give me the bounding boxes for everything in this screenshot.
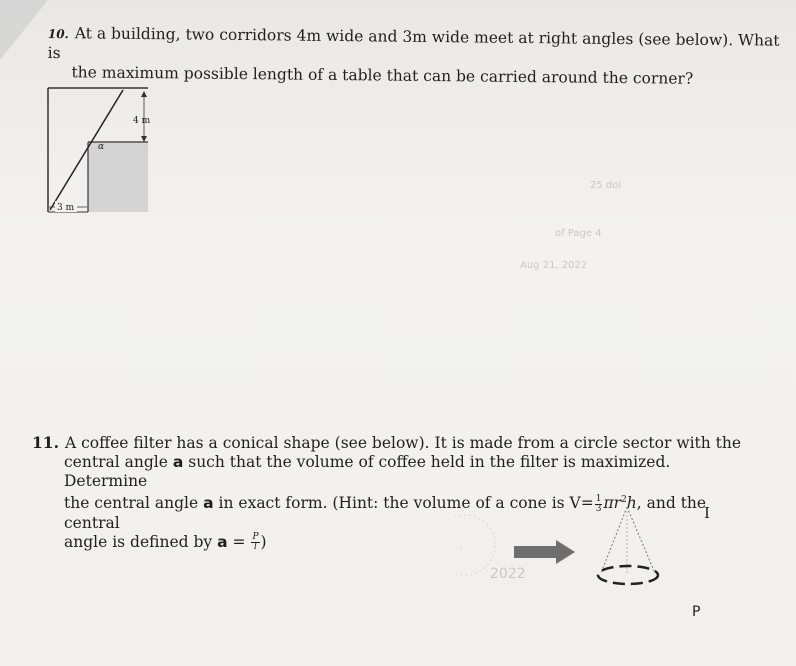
cone-right-edge <box>627 507 655 573</box>
question-11-line-4a: angle is defined by <box>64 532 213 551</box>
formula-h: h <box>626 494 637 513</box>
cone-base-ellipse <box>598 566 658 584</box>
text-cursor-mark: I <box>704 504 710 522</box>
label-3m: 3 m <box>57 203 75 213</box>
question-11-number: 11. <box>32 433 59 452</box>
question-11-line-2b: such that the volume of coffee held in the filter is maximized. Determine <box>64 453 671 490</box>
formula-pi-r: πr <box>603 494 622 513</box>
question-10-line-2: the maximum possible length of a table that can be carried around the corner? <box>71 63 694 88</box>
closing-paren: ) <box>260 532 267 551</box>
one-third-fraction: $\frac{1}{3}$ <box>595 493 602 514</box>
label-4m: 4 m <box>133 116 151 126</box>
cone-left-edge <box>601 507 627 573</box>
question-11-line-1: A coffee filter has a conical shape (see below). It is made from a circle sector with the <box>64 434 742 452</box>
page-corner-fold <box>0 0 48 60</box>
bleed-through-text: 2022 <box>490 566 526 582</box>
question-10-line-1: At a building, two corridors 4m wide and 3m wide meet at right angles (see below). What is <box>47 24 780 63</box>
corridor-diagram <box>45 85 155 220</box>
shaded-building-block <box>88 142 148 212</box>
question-11-line-2a: central angle <box>64 453 168 471</box>
bleed-through-text: Aug 21, 2022 <box>520 260 588 271</box>
letter-p-mark: P <box>692 604 701 620</box>
p-over-l-fraction: $\frac{P}{l}$ <box>252 532 259 553</box>
arrow-head-up <box>141 91 147 97</box>
bleed-through-text: 25 doi <box>590 180 622 191</box>
alpha-symbol: a <box>217 532 228 551</box>
question-10 <box>47 24 788 90</box>
coffee-filter-diagram <box>455 505 695 605</box>
formula-exponent: 2 <box>621 495 627 505</box>
arrow-head-down <box>141 136 147 142</box>
transform-arrow-body <box>514 546 556 558</box>
alpha-symbol: a <box>203 494 214 513</box>
alpha-symbol: a <box>172 453 184 471</box>
faint-sector-mark: · <box>460 544 463 552</box>
question-11-line-3c: , and the central <box>64 494 707 532</box>
question-10-number: 10. <box>47 26 69 42</box>
transform-arrow-head <box>556 540 575 564</box>
question-11-line-3b: in exact form. (Hint: the volume of a cone is V= <box>218 494 594 513</box>
question-11-line-3a: the central angle <box>64 494 199 513</box>
angle-alpha-label: α <box>98 142 105 152</box>
equals-sign: = <box>232 532 246 551</box>
bleed-through-text: of Page 4 <box>555 228 602 239</box>
